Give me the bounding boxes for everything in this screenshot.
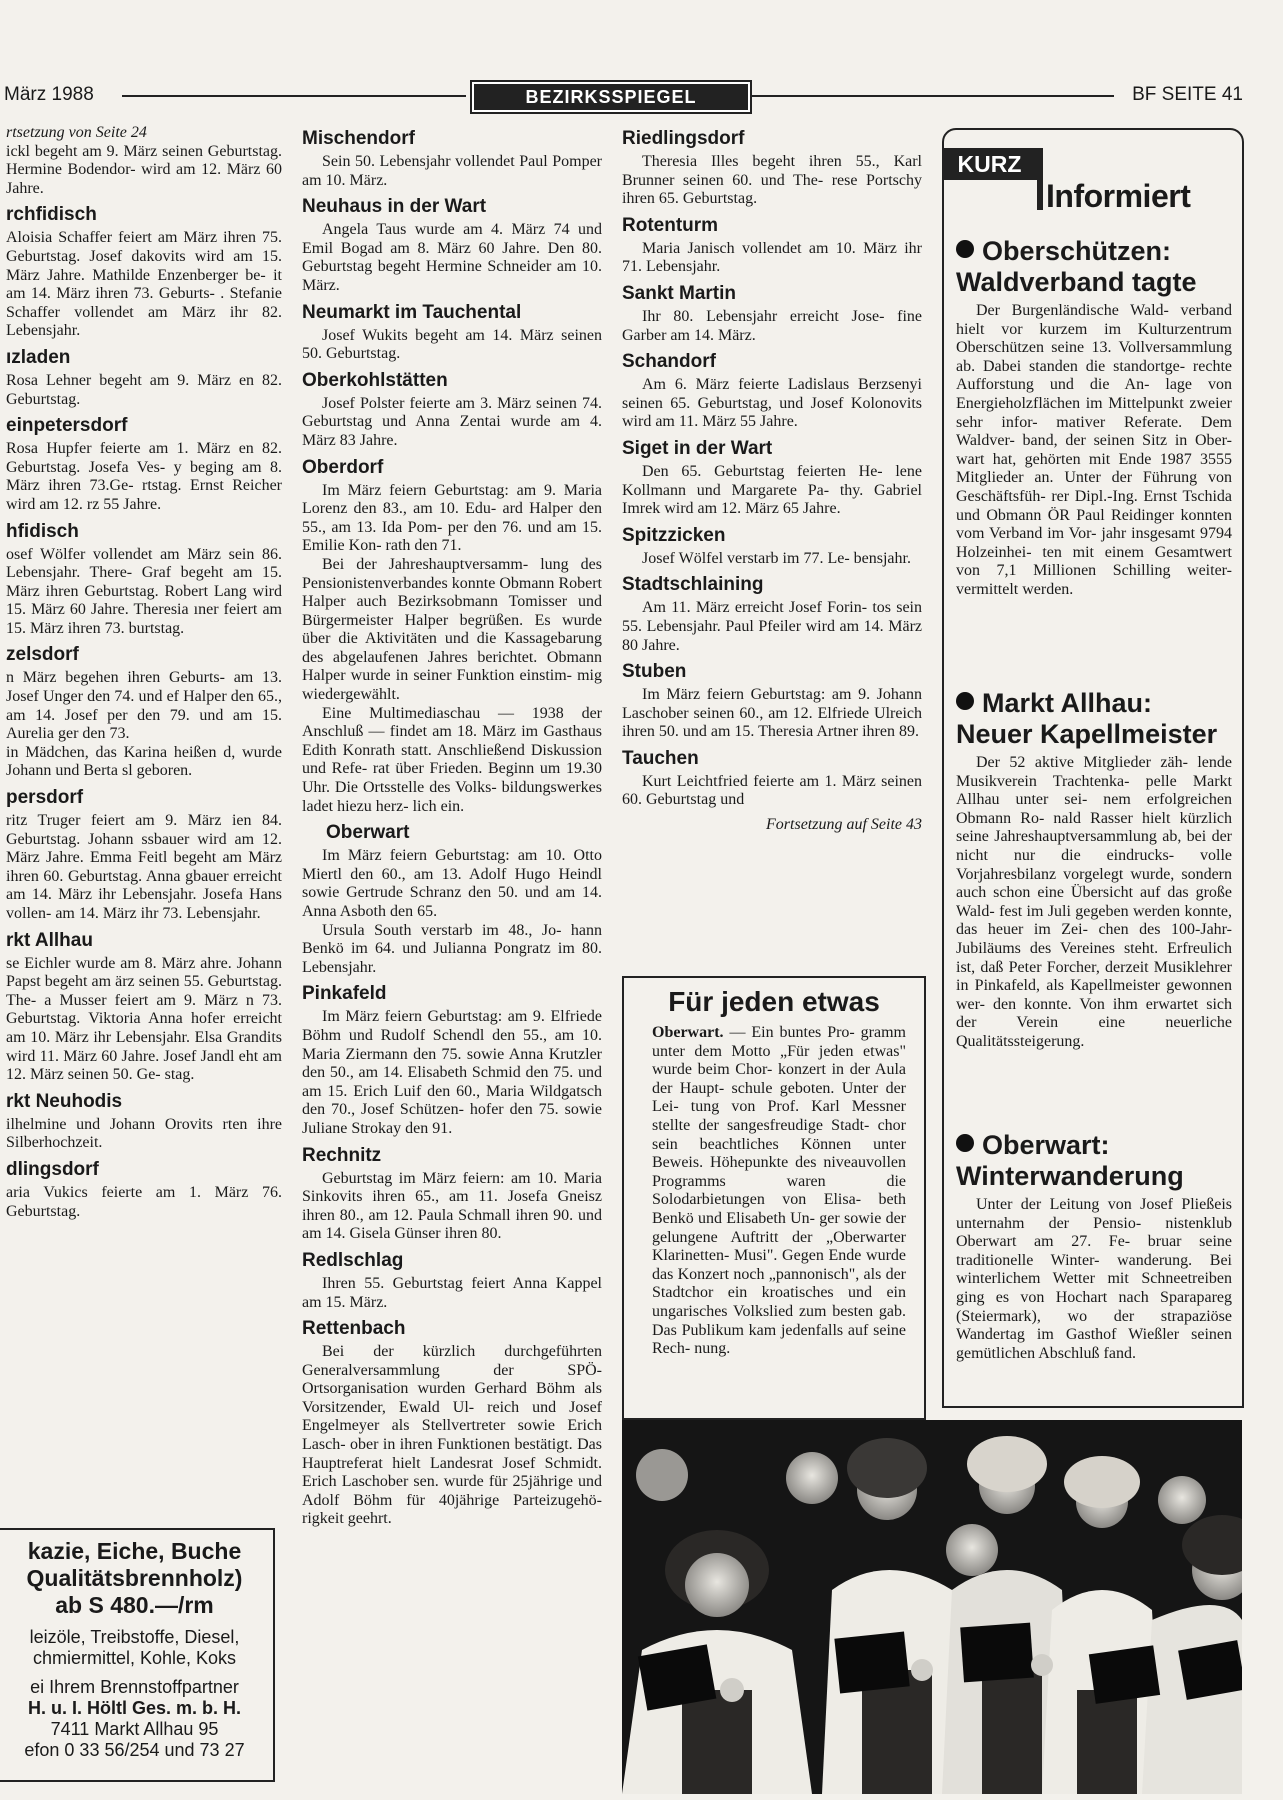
article-text: ritz Truger feiert am 9. März ien 84. Geburtstag. Johann ssbauer wird am 12. März Jahre. Emma Feitl begeht am März ihren 60. Geburtstag. Anna gbauer erreicht am 14. März ihr Lebensjahr. Josefa Hans vollen- am 14. März ihr 73. Lebensjahr. <box>6 812 282 922</box>
article-text: Josef Polster feierte am 3. März seinen 74. Geburtstag und Anna Zentai wurde am 4. März 83 Jahre. <box>302 394 602 449</box>
place-heading: Redlschlag <box>302 1249 404 1271</box>
place-heading: zelsdorf <box>6 644 79 666</box>
firewood-advertisement <box>0 1528 275 1782</box>
article-text: Sein 50. Lebensjahr vollendet Paul Pomper am 10. März. <box>302 153 602 189</box>
article-text: Am 11. März erreicht Josef Forin- tos sein 55. Lebensjahr. Paul Pfeiler wird am 14. März 80 Jahre. <box>622 599 922 654</box>
ad-products: leizöle, Treibstoffe, Diesel, <box>29 1627 240 1647</box>
article-text: osef Wölfer vollendet am März sein 86. Lebensjahr. There- Graf begeht am 15. März ihren Geburtstag. Robert Lang wird 15. März 60 Jahre. Theresia ıner feiert am 15. März ihren 73. burtstag. <box>6 545 282 637</box>
feature-lead: Oberwart. <box>652 1024 724 1041</box>
place-heading: Rechnitz <box>302 1144 382 1166</box>
feature-body: — Ein buntes Pro- gramm unter dem Motto „Für jeden etwas" wurde beim Chor- konzert in der Aula der Haupt- schule geboten. Unter der Lei- tung von Prof. Karl Messner stellte der sangesfreudige Stadt- chor sein beachtliches Können unter Beweis. Höhepunkte des niveauvollen Programms waren die Solodarbietungen von Elisa- beth Benkö und Elisabeth Un- ger sowie der gelungene Auftritt der „Oberwarter Klarinetten- Musi". Gegen Ende wurde das Konzert noch „pannonisch", als der Stadtchor ein kroatisches und ein ungarisches Volkslied zum besten gab. Das Publikum kam jedenfalls auf seine Rech- nung. <box>652 1024 906 1358</box>
place-heading: Oberwart <box>326 822 410 844</box>
article-text: Kurt Leichtfried feierte am 1. März seinen 60. Geburtstag und <box>622 772 922 809</box>
place-heading: Sankt Martin <box>622 282 737 304</box>
place-heading: Stadtschlaining <box>622 574 764 596</box>
continuation-note: rtsetzung von Seite 24 <box>6 124 147 141</box>
article-text: Im März feiern Geburtstag: am 9. Johann Laschober seinen 60., am 12. Elfriede Ulreich ihren 50. und am 15. Theresia Artner ihren 89. <box>622 686 922 741</box>
article-text: Aloisia Schaffer feiert am März ihren 75. Geburtstag. Josef dakovits wird am 15. März Jahre. Mathilde Enzenberger be- it am 14. März ihren 73. Geburts- . Stefanie Schaffer vollendet am März ihr 82. Lebensjahr. <box>6 229 282 340</box>
place-heading: Oberdorf <box>302 456 384 478</box>
header-rule-left <box>122 95 466 97</box>
article-text: Im März feiern Geburtstag: am 10. Otto Miertl den 60., am 13. Adolf Hugo Heindl sowie Gertrude Schranz den 50. und am 14. Anna Asboth den 65. <box>302 847 602 920</box>
column-1 <box>6 124 282 1221</box>
place-heading: Riedlingsdorf <box>622 128 745 149</box>
continuation-note: Fortsetzung auf Seite 43 <box>766 816 922 834</box>
short-news-text: Der Burgenländische Wald- verband hielt vor kurzem im Kulturzentrum Oberschützen seine 13. Vollversammlung ab. Dabei standen die standortge- rechte Aufforstung und die An- lage von Energieholzflächen im Mittelpunkt zweier sehr infor- mativer Referate. Dem Waldver- band, der seinen Sitz in Ober- wart hat, gehörten mit Ende 1987 3555 Mitglieder an. Unter der Führung von Geschäftsfüh- rer Dipl.-Ing. Ernst Tschida und Obmann ÖR Paul Reidinger konnten vom Verband im Vor- jahr insgesamt 9794 Holzeinhei- ten mit einem Gesamtwert von 7,1 Millionen Schilling weiter- vermittelt werden. <box>956 302 1232 598</box>
place-heading: Schandorf <box>622 351 716 373</box>
article-text: n März begehen ihren Geburts- am 13. Josef Unger den 74. und ef Halper den 65., am 14. Josef per den 79. und am 15. Aurelia ger den 73. <box>6 669 282 743</box>
short-news-heading-text: Oberwart: Winterwanderung <box>956 1130 1184 1191</box>
article-text: Eine Multimediaschau — 1938 der Anschluß — findet am 18. März im Gasthaus Edith Konrath statt. Anschließend Diskussion und Refe- rat über Frieden. Beginn um 19.30 Uhr. Die Ortsstelle des Volks- bildungswerkes ladet hiezu herz- lich ein. <box>302 704 602 815</box>
short-news-item <box>956 236 1232 600</box>
feature-title: Für jeden etwas <box>668 986 880 1017</box>
place-heading: persdorf <box>6 787 84 809</box>
short-news-label: KURZ <box>942 148 1037 180</box>
article-text: Ihr 80. Lebensjahr erreicht Jose- fine Garber am 14. März. <box>622 307 922 344</box>
article-text: se Eichler wurde am 8. März ahre. Johann Papst begeht am ärz seinen 55. Geburtstag. The- a Musser feiert am 9. März n 73. Geburtstag. Viktoria Anna hofer erreicht am 10. März ihr Lebensjahr. Elsa Grandits wird 11. März 60 Jahre. Josef Jandl eht am 12. März seinen 50. Ge- stag. <box>6 954 282 1084</box>
article-text: Geburtstag im März feiern: am 10. Maria Sinkovits ihren 65., am 11. Josefa Gneisz ihren 80., am 12. Paula Schmall ihren 90. und am 14. Gisela Günser ihren 80. <box>302 1169 602 1243</box>
bullet-icon <box>956 240 974 258</box>
short-news-heading-text: Markt Allhau: Neuer Kapellmeister <box>956 688 1218 749</box>
place-heading: Spitzzicken <box>622 524 726 546</box>
choir-photo <box>622 1420 1242 1794</box>
article-text: Den 65. Geburtstag feierten He- lene Kollmann und Margarete Pa- thy. Gabriel Imrek wird am 12. März 65 Jahre. <box>622 462 922 518</box>
article-text: Maria Janisch vollendet am 10. März ihr 71. Lebensjahr. <box>622 239 922 276</box>
article-text: Rosa Lehner begeht am 9. März en 82. Geburtstag. <box>6 371 282 408</box>
article-text: aria Vukics feierte am 1. März 76. Geburtstag. <box>6 1183 282 1220</box>
short-news-heading-text: Oberschützen: Waldverband tagte <box>956 236 1197 297</box>
place-heading: einpetersdorf <box>6 415 128 437</box>
place-heading: rchfidisch <box>6 204 97 226</box>
article-text: Ihren 55. Geburtstag feiert Anna Kappel am 15. März. <box>302 1274 602 1311</box>
article-text: Angela Taus wurde am 4. März 74 und Emil Bogad am 8. März 60 Jahre. Den 80. Geburtstag begeht Hermine Schneider am 10. März. <box>302 221 602 294</box>
article-text: Rosa Hupfer feierte am 1. März en 82. Geburtstag. Josefa Ves- y beging am 8. März ihren 73.Ge- rtstag. Ernst Reicher wird am 12. rz 55 Jahre. <box>6 440 282 513</box>
short-news-text: Der 52 aktive Mitglieder zäh- lende Musikverein Trachtenka- pelle Markt Allhau unter sei- nem erfolgreichen Obmann Ro- nald Rasser hielt kürzlich seine Jahreshauptversammlung ab, bei der nicht nur die eindrucks- volle Vorjahresbilanz vorgelegt wurde, sondern auch schon eine Übersicht auf das große Wald- fest im Juli gegeben werden konnte, das heuer im Zei- chen des 100-Jahr-Jubiläums des Vereines steht. Erfreulich ist, daß Peter Forcher, derzeit Musiklehrer in Pinkafeld, als Kapellmeister gewonnen wer- den konnte. Von ihm erwartet sich der Verein eine neuerliche Qualitätssteigerung. <box>956 754 1232 1050</box>
place-heading: Siget in der Wart <box>622 437 773 459</box>
place-heading: dlingsdorf <box>6 1158 99 1180</box>
article-text: in Mädchen, das Karina heißen d, wurde Johann und Berta sl geboren. <box>6 743 282 780</box>
article-text: ilhelmine und Johann Orovits rten ihre Silberhochzeit. <box>6 1115 282 1152</box>
article-text: Theresia Illes begeht ihren 55., Karl Brunner seinen 60. und The- rese Portschy ihren 65. Geburtstag. <box>622 153 922 208</box>
short-news-heading <box>956 688 1232 750</box>
article-text: Im März feiern Geburtstag: am 9. Maria Lorenz den 83., am 10. Edu- ard Halper den 55., am 13. Ida Pom- per den 76. und am 15. Emilie Kon- rath den 71. <box>302 481 602 555</box>
feature-text <box>624 1024 924 1359</box>
ad-company: H. u. I. Höltl Ges. m. b. H. <box>27 1698 242 1718</box>
place-heading: hfidisch <box>6 520 79 542</box>
place-heading: Oberkohlstätten <box>302 369 448 391</box>
bullet-icon <box>956 692 974 710</box>
column-2 <box>302 128 602 1529</box>
article-text: Bei der kürzlich durchgeführten Generalversammlung der SPÖ- Ortsorganisation wurden Gerhard Böhm als Vorsitzender, Ewald Ul- reich und Josef Engelmeyer als Stellvertreter sowie Erich Lasch- ober in ihren Funktionen bestätigt. Das Hauptreferat hielt Landesrat Josef Schmidt. Erich Laschober sen. wurde für 25jährige und Adolf Böhm für 40jährige Parteizugehö- rigkeit geehrt. <box>302 1343 602 1528</box>
place-heading: ızladen <box>6 346 71 368</box>
short-news-title: Informiert <box>1046 178 1191 214</box>
ad-products: chmiermittel, Kohle, Koks <box>32 1648 237 1668</box>
place-heading: Rettenbach <box>302 1318 406 1340</box>
ad-price: ab S 480.—/rm <box>55 1592 214 1618</box>
choir-photo-image <box>622 1420 1242 1794</box>
place-heading: Tauchen <box>622 747 699 769</box>
short-news-heading <box>956 236 1232 298</box>
column-3 <box>622 128 922 835</box>
page-number: BF SEITE 41 <box>1132 84 1243 105</box>
bullet-icon <box>956 1134 974 1152</box>
ad-partner: ei Ihrem Brennstoffpartner <box>30 1677 239 1697</box>
short-news-heading <box>956 1130 1232 1192</box>
header-rule-right <box>752 95 1114 97</box>
article-text: ickl begeht am 9. März seinen Geburtstag. Hermine Bodendor- wird am 12. März 60 Jahre. <box>6 142 282 197</box>
place-heading: Neumarkt im Tauchental <box>302 301 522 323</box>
ad-address: 7411 Markt Allhau 95 <box>50 1719 219 1739</box>
ad-phone: efon 0 33 56/254 und 73 27 <box>24 1740 245 1760</box>
short-news-item <box>956 688 1232 1052</box>
article-text: Bei der Jahreshauptversamm- lung des Pensionistenverbandes konnte Obmann Robert Halper auch Bezirksobmann Tomisser und Bürgermeister Halper begrüßen. Es wurde über die Aktivitäten und die Kassagebarung des abgelaufenen Jahres berichtet. Obmann Halper wurde in seiner Funktion einstim- mig wiedergewählt. <box>302 555 602 704</box>
place-heading: rkt Allhau <box>6 929 93 951</box>
place-heading: Pinkafeld <box>302 983 387 1005</box>
section-title: BEZIRKSSPIEGEL <box>470 80 752 114</box>
issue-date: März 1988 <box>4 84 94 105</box>
ad-headline: kazie, Eiche, Buche <box>27 1538 242 1564</box>
place-heading: Stuben <box>622 661 687 683</box>
place-heading: Neuhaus in der Wart <box>302 196 487 218</box>
article-text: Am 6. März feierte Ladislaus Berzsenyi seinen 65. Geburtstag, und Josef Kolonovits wird am 11. März 55 Jahre. <box>622 376 922 431</box>
article-text: Ursula South verstarb im 48., Jo- hann Benkö im 64. und Julianna Pongratz im 80. Lebensjahr. <box>302 921 602 976</box>
ad-headline: Qualitätsbrennholz) <box>26 1565 243 1591</box>
article-text: Josef Wukits begeht am 14. März seinen 50. Geburtstag. <box>302 326 602 363</box>
feature-box <box>622 976 926 1420</box>
article-text: Josef Wölfel verstarb im 77. Le- bensjahr. <box>642 549 911 567</box>
place-heading: rkt Neuhodis <box>6 1090 123 1112</box>
short-news-divider <box>1037 148 1043 210</box>
place-heading: Mischendorf <box>302 128 415 149</box>
place-heading: Rotenturm <box>622 214 719 236</box>
short-news-item <box>956 1130 1232 1363</box>
article-text: Im März feiern Geburtstag: am 9. Elfriede Böhm und Rudolf Schendl den 55., am 10. Maria Ziermann den 75. sowie Anna Krutzler den 50., am 14. Elisabeth Schmid den 75. und am 15. Erich Luif den 60., Maria Wildgatsch den 70., Josef Schützen- hofer den 75. sowie Juliane Strokay den 91. <box>302 1008 602 1137</box>
short-news-text: Unter der Leitung von Josef Pließeis unternahm der Pensio- nistenklub Oberwart am 27. Fe- bruar seine traditionelle Winter- wanderung. Bei winterlichem Wetter mit Schneetreiben ging es von Hochart nach Sparapareg (Steiermark), wo der strapaziöse Wandertag im Gasthof Wießler seinen gemütlichen Abschluß fand. <box>956 1196 1232 1362</box>
